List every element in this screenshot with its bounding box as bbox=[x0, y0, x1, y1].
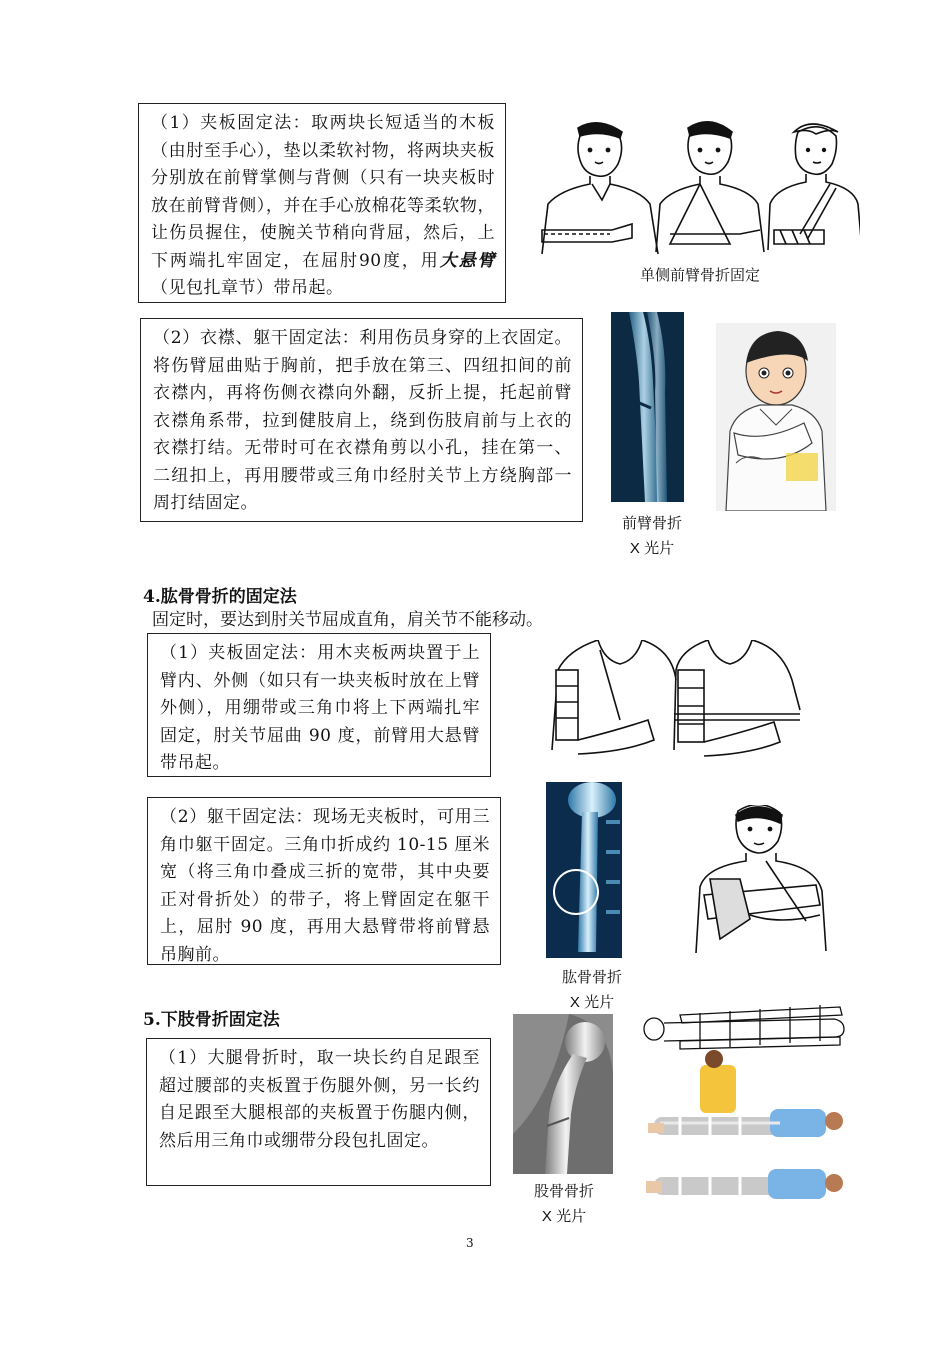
humerus-xray-caption-line1: 肱骨骨折 bbox=[561, 968, 622, 986]
humerus-splint-text: （1）夹板固定法：用木夹板两块置于上臂内、外侧（如只有一块夹板时放在上臂外侧），用绷带或三角巾将上下两端扎牢固定，肘关节屈曲 90 度，前臂用大悬臂带吊起。 bbox=[160, 643, 480, 773]
forearm-splint-text: （1）夹板固定法：取两块长短适当的木板（由肘至手心），垫以柔软衬物，将两块夹板分别放在前臂掌侧与背侧（只有一块夹板时放在前臂背侧），并在手心放棉花等柔软物，让伤员握住，使腕关节稍向背屈，然后，上下两端扎牢固定，在屈肘90度，用 bbox=[151, 113, 495, 271]
femur-xray-image bbox=[513, 1014, 613, 1174]
femur-splint-method-box bbox=[146, 1038, 491, 1186]
lower-limb-splint-illustration bbox=[640, 995, 852, 1217]
forearm-splint-text-tail: （见包扎章节）带吊起。 bbox=[151, 278, 344, 298]
femur-splint-text: （1）大腿骨折时，取一块长约自足跟至超过腰部的夹板置于伤腿外侧，另一长约自足跟至大腿根部的夹板置于伤腿内侧，然后用三角巾或绷带分段包扎固定。 bbox=[159, 1048, 480, 1151]
humerus-trunk-text: （2）躯干固定法：现场无夹板时，可用三角巾躯干固定。三角巾折成约 10-15 厘米宽（将三角巾叠成三折的宽带，其中央要正对骨折处）的带子，将上臂固定在躯干上，屈肘 90 度，再用大悬臂带将前臂悬吊胸前。 bbox=[160, 807, 490, 965]
garment-sling-illustration bbox=[716, 323, 836, 511]
forearm-xray-caption bbox=[600, 510, 704, 562]
humerus-xray-caption bbox=[540, 964, 644, 1016]
forearm-xray-caption-line1: 前臂骨折 bbox=[621, 514, 682, 532]
humerus-xray-caption-line2: X 光片 bbox=[569, 994, 615, 1011]
section-4-heading: 4.肱骨骨折的固定法 bbox=[143, 587, 297, 607]
femur-xray-caption-line2: X 光片 bbox=[541, 1208, 587, 1225]
humerus-splint-illustration bbox=[548, 640, 808, 760]
forearm-xray-image bbox=[611, 312, 684, 502]
humerus-trunk-method-box bbox=[147, 797, 501, 965]
femur-xray-caption-line1: 股骨骨折 bbox=[533, 1182, 594, 1200]
garment-trunk-text: （2）衣襟、躯干固定法：利用伤员身穿的上衣固定。将伤臂屈曲贴于胸前，把手放在第三、四纽扣间的前衣襟内，再将伤侧衣襟向外翻，反折上提，托起前臂衣襟角系带，拉到健肢肩上，绕到伤肢肩前与上衣的衣襟打结。无带时可在衣襟角剪以小孔，挂在第一、二纽扣上，再用腰带或三角巾经肘关节上方绕胸部一周打结固定。 bbox=[153, 328, 572, 513]
humerus-trunk-illustration bbox=[690, 805, 830, 955]
big-sling-term: 大悬臂 bbox=[439, 250, 495, 271]
section-4-intro: 固定时，要达到肘关节屈成直角，肩关节不能移动。 bbox=[152, 610, 543, 630]
forearm-figure-caption: 单侧前臂骨折固定 bbox=[639, 266, 760, 284]
femur-xray-caption bbox=[512, 1178, 616, 1230]
humerus-splint-method-box bbox=[147, 633, 491, 777]
humerus-xray-image bbox=[546, 782, 622, 958]
forearm-splint-method-box bbox=[138, 103, 506, 303]
forearm-splint-illustration bbox=[530, 118, 860, 258]
section-5-heading: 5.下肢骨折固定法 bbox=[143, 1010, 280, 1030]
forearm-xray-caption-line2: X 光片 bbox=[629, 540, 675, 557]
page-number: 3 bbox=[466, 1236, 474, 1250]
garment-trunk-method-box bbox=[140, 318, 583, 522]
